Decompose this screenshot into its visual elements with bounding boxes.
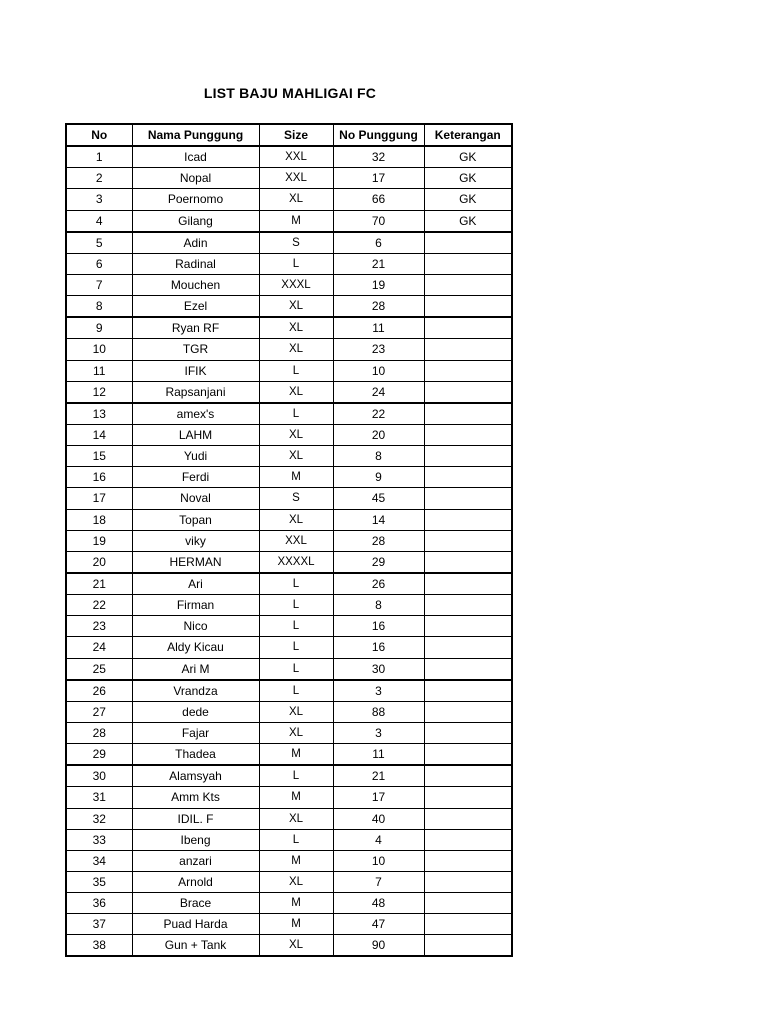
cell-no: 36 — [66, 893, 132, 914]
column-header-note: Keterangan — [424, 124, 512, 146]
table-row — [66, 744, 512, 766]
cell-name: Thadea — [132, 744, 259, 766]
cell-note — [424, 551, 512, 573]
cell-note: GK — [424, 168, 512, 189]
cell-name: Icad — [132, 146, 259, 168]
cell-no: 33 — [66, 829, 132, 850]
cell-name: Amm Kts — [132, 787, 259, 808]
cell-size: L — [259, 360, 333, 381]
cell-number: 66 — [333, 189, 424, 210]
cell-no: 1 — [66, 146, 132, 168]
cell-note — [424, 871, 512, 892]
table-row — [66, 701, 512, 722]
cell-no: 29 — [66, 744, 132, 766]
cell-size: XL — [259, 935, 333, 957]
column-header-size: Size — [259, 124, 333, 146]
cell-note — [424, 765, 512, 787]
table-row — [66, 210, 512, 232]
column-header-no: No — [66, 124, 132, 146]
cell-name: Aldy Kicau — [132, 637, 259, 658]
table-row — [66, 637, 512, 658]
cell-no: 35 — [66, 871, 132, 892]
cell-size: L — [259, 637, 333, 658]
cell-number: 9 — [333, 467, 424, 488]
cell-name: Ezel — [132, 296, 259, 318]
table-row — [66, 530, 512, 551]
table-row — [66, 274, 512, 295]
cell-size: XL — [259, 701, 333, 722]
cell-name: Ari M — [132, 658, 259, 680]
page-title: LIST BAJU MAHLIGAI FC — [203, 85, 377, 101]
cell-no: 9 — [66, 317, 132, 339]
cell-number: 28 — [333, 530, 424, 551]
cell-note — [424, 701, 512, 722]
cell-no: 16 — [66, 467, 132, 488]
cell-no: 3 — [66, 189, 132, 210]
cell-no: 15 — [66, 446, 132, 467]
cell-size: S — [259, 232, 333, 254]
cell-number: 19 — [333, 274, 424, 295]
table-row — [66, 871, 512, 892]
table-row — [66, 467, 512, 488]
cell-name: Yudi — [132, 446, 259, 467]
cell-name: Ari — [132, 573, 259, 595]
cell-name: anzari — [132, 850, 259, 871]
table-row — [66, 893, 512, 914]
cell-no: 4 — [66, 210, 132, 232]
table-row — [66, 317, 512, 339]
cell-number: 23 — [333, 339, 424, 360]
table-row — [66, 232, 512, 254]
cell-size: XL — [259, 339, 333, 360]
cell-note: GK — [424, 146, 512, 168]
cell-name: Nopal — [132, 168, 259, 189]
cell-name: Firman — [132, 595, 259, 616]
cell-no: 14 — [66, 424, 132, 445]
cell-no: 37 — [66, 914, 132, 935]
cell-size: M — [259, 210, 333, 232]
cell-note — [424, 829, 512, 850]
cell-note — [424, 530, 512, 551]
cell-size: XL — [259, 808, 333, 829]
cell-note — [424, 424, 512, 445]
cell-name: Gun + Tank — [132, 935, 259, 957]
cell-size: XXXL — [259, 274, 333, 295]
cell-number: 11 — [333, 317, 424, 339]
cell-number: 10 — [333, 850, 424, 871]
cell-name: LAHM — [132, 424, 259, 445]
cell-name: HERMAN — [132, 551, 259, 573]
table-row — [66, 765, 512, 787]
table-row — [66, 680, 512, 702]
table-row — [66, 509, 512, 530]
cell-number: 7 — [333, 871, 424, 892]
cell-number: 70 — [333, 210, 424, 232]
cell-note — [424, 467, 512, 488]
cell-name: dede — [132, 701, 259, 722]
table-row — [66, 658, 512, 680]
table-row — [66, 424, 512, 445]
cell-note — [424, 573, 512, 595]
cell-name: Noval — [132, 488, 259, 509]
table-row — [66, 339, 512, 360]
cell-size: XXL — [259, 146, 333, 168]
table-row — [66, 446, 512, 467]
cell-size: XL — [259, 722, 333, 743]
cell-note — [424, 360, 512, 381]
cell-no: 38 — [66, 935, 132, 957]
cell-size: XXL — [259, 168, 333, 189]
cell-number: 6 — [333, 232, 424, 254]
cell-size: M — [259, 744, 333, 766]
cell-note — [424, 296, 512, 318]
cell-name: Radinal — [132, 253, 259, 274]
cell-size: XL — [259, 381, 333, 403]
table-body — [66, 146, 512, 956]
cell-note — [424, 446, 512, 467]
cell-name: IFIK — [132, 360, 259, 381]
cell-size: XL — [259, 871, 333, 892]
table-row — [66, 595, 512, 616]
cell-name: Poernomo — [132, 189, 259, 210]
cell-size: XXXXL — [259, 551, 333, 573]
cell-name: TGR — [132, 339, 259, 360]
cell-note — [424, 403, 512, 425]
table-row — [66, 381, 512, 403]
cell-no: 28 — [66, 722, 132, 743]
table-row — [66, 935, 512, 957]
table-row — [66, 808, 512, 829]
cell-size: XL — [259, 424, 333, 445]
cell-name: Vrandza — [132, 680, 259, 702]
cell-number: 45 — [333, 488, 424, 509]
cell-no: 30 — [66, 765, 132, 787]
cell-no: 20 — [66, 551, 132, 573]
table-row — [66, 914, 512, 935]
cell-size: L — [259, 658, 333, 680]
table-row — [66, 488, 512, 509]
cell-name: Ferdi — [132, 467, 259, 488]
cell-number: 8 — [333, 595, 424, 616]
cell-note: GK — [424, 210, 512, 232]
cell-number: 30 — [333, 658, 424, 680]
cell-number: 48 — [333, 893, 424, 914]
cell-note — [424, 722, 512, 743]
cell-no: 17 — [66, 488, 132, 509]
cell-size: L — [259, 595, 333, 616]
header-row — [66, 124, 512, 146]
cell-note — [424, 744, 512, 766]
cell-no: 31 — [66, 787, 132, 808]
cell-no: 11 — [66, 360, 132, 381]
cell-note — [424, 509, 512, 530]
cell-name: viky — [132, 530, 259, 551]
cell-size: XL — [259, 317, 333, 339]
table-row — [66, 616, 512, 637]
column-header-name: Nama Punggung — [132, 124, 259, 146]
cell-no: 10 — [66, 339, 132, 360]
table-row — [66, 787, 512, 808]
cell-number: 28 — [333, 296, 424, 318]
cell-size: L — [259, 403, 333, 425]
cell-size: L — [259, 253, 333, 274]
cell-note — [424, 488, 512, 509]
cell-note — [424, 658, 512, 680]
cell-number: 8 — [333, 446, 424, 467]
cell-number: 16 — [333, 637, 424, 658]
cell-no: 19 — [66, 530, 132, 551]
table-row — [66, 573, 512, 595]
cell-no: 18 — [66, 509, 132, 530]
cell-size: XL — [259, 509, 333, 530]
cell-number: 21 — [333, 765, 424, 787]
cell-number: 88 — [333, 701, 424, 722]
cell-name: amex's — [132, 403, 259, 425]
cell-no: 26 — [66, 680, 132, 702]
cell-name: Brace — [132, 893, 259, 914]
cell-no: 21 — [66, 573, 132, 595]
cell-name: Fajar — [132, 722, 259, 743]
cell-no: 34 — [66, 850, 132, 871]
cell-size: L — [259, 616, 333, 637]
cell-name: Arnold — [132, 871, 259, 892]
table-row — [66, 829, 512, 850]
cell-note — [424, 381, 512, 403]
table-row — [66, 850, 512, 871]
cell-note: GK — [424, 189, 512, 210]
cell-note — [424, 616, 512, 637]
cell-size: M — [259, 467, 333, 488]
cell-note — [424, 893, 512, 914]
cell-name: Puad Harda — [132, 914, 259, 935]
table-row — [66, 722, 512, 743]
cell-no: 13 — [66, 403, 132, 425]
cell-no: 5 — [66, 232, 132, 254]
table-header — [66, 124, 512, 146]
table-row — [66, 360, 512, 381]
cell-name: Alamsyah — [132, 765, 259, 787]
column-header-number: No Punggung — [333, 124, 424, 146]
cell-name: Nico — [132, 616, 259, 637]
cell-number: 21 — [333, 253, 424, 274]
cell-number: 20 — [333, 424, 424, 445]
cell-no: 27 — [66, 701, 132, 722]
cell-no: 2 — [66, 168, 132, 189]
cell-number: 17 — [333, 168, 424, 189]
cell-no: 7 — [66, 274, 132, 295]
cell-name: Mouchen — [132, 274, 259, 295]
cell-name: Rapsanjani — [132, 381, 259, 403]
table-row — [66, 403, 512, 425]
cell-note — [424, 680, 512, 702]
jersey-list-table — [65, 123, 513, 957]
cell-size: M — [259, 893, 333, 914]
table-row — [66, 168, 512, 189]
cell-no: 25 — [66, 658, 132, 680]
cell-note — [424, 808, 512, 829]
cell-no: 6 — [66, 253, 132, 274]
cell-number: 10 — [333, 360, 424, 381]
cell-note — [424, 253, 512, 274]
cell-name: Ryan RF — [132, 317, 259, 339]
cell-no: 22 — [66, 595, 132, 616]
cell-size: XL — [259, 296, 333, 318]
cell-number: 32 — [333, 146, 424, 168]
cell-size: M — [259, 787, 333, 808]
cell-number: 26 — [333, 573, 424, 595]
cell-note — [424, 637, 512, 658]
cell-size: S — [259, 488, 333, 509]
cell-number: 47 — [333, 914, 424, 935]
cell-note — [424, 274, 512, 295]
cell-size: M — [259, 914, 333, 935]
cell-number: 40 — [333, 808, 424, 829]
cell-number: 14 — [333, 509, 424, 530]
cell-size: M — [259, 850, 333, 871]
cell-number: 24 — [333, 381, 424, 403]
cell-name: IDIL. F — [132, 808, 259, 829]
cell-note — [424, 935, 512, 957]
cell-number: 90 — [333, 935, 424, 957]
cell-note — [424, 232, 512, 254]
cell-name: Ibeng — [132, 829, 259, 850]
cell-number: 29 — [333, 551, 424, 573]
cell-no: 8 — [66, 296, 132, 318]
cell-size: L — [259, 829, 333, 850]
table-row — [66, 146, 512, 168]
cell-note — [424, 787, 512, 808]
cell-number: 11 — [333, 744, 424, 766]
cell-name: Adin — [132, 232, 259, 254]
cell-note — [424, 317, 512, 339]
cell-name: Gilang — [132, 210, 259, 232]
cell-note — [424, 914, 512, 935]
table-row — [66, 253, 512, 274]
cell-note — [424, 595, 512, 616]
cell-no: 32 — [66, 808, 132, 829]
cell-no: 24 — [66, 637, 132, 658]
cell-number: 4 — [333, 829, 424, 850]
cell-note — [424, 339, 512, 360]
cell-no: 23 — [66, 616, 132, 637]
cell-size: L — [259, 573, 333, 595]
cell-number: 17 — [333, 787, 424, 808]
table-row — [66, 189, 512, 210]
cell-name: Topan — [132, 509, 259, 530]
table-row — [66, 296, 512, 318]
cell-size: L — [259, 680, 333, 702]
cell-number: 3 — [333, 722, 424, 743]
cell-no: 12 — [66, 381, 132, 403]
cell-size: L — [259, 765, 333, 787]
cell-size: XL — [259, 189, 333, 210]
cell-number: 22 — [333, 403, 424, 425]
cell-size: XL — [259, 446, 333, 467]
cell-number: 3 — [333, 680, 424, 702]
cell-note — [424, 850, 512, 871]
cell-number: 16 — [333, 616, 424, 637]
table-row — [66, 551, 512, 573]
cell-size: XXL — [259, 530, 333, 551]
